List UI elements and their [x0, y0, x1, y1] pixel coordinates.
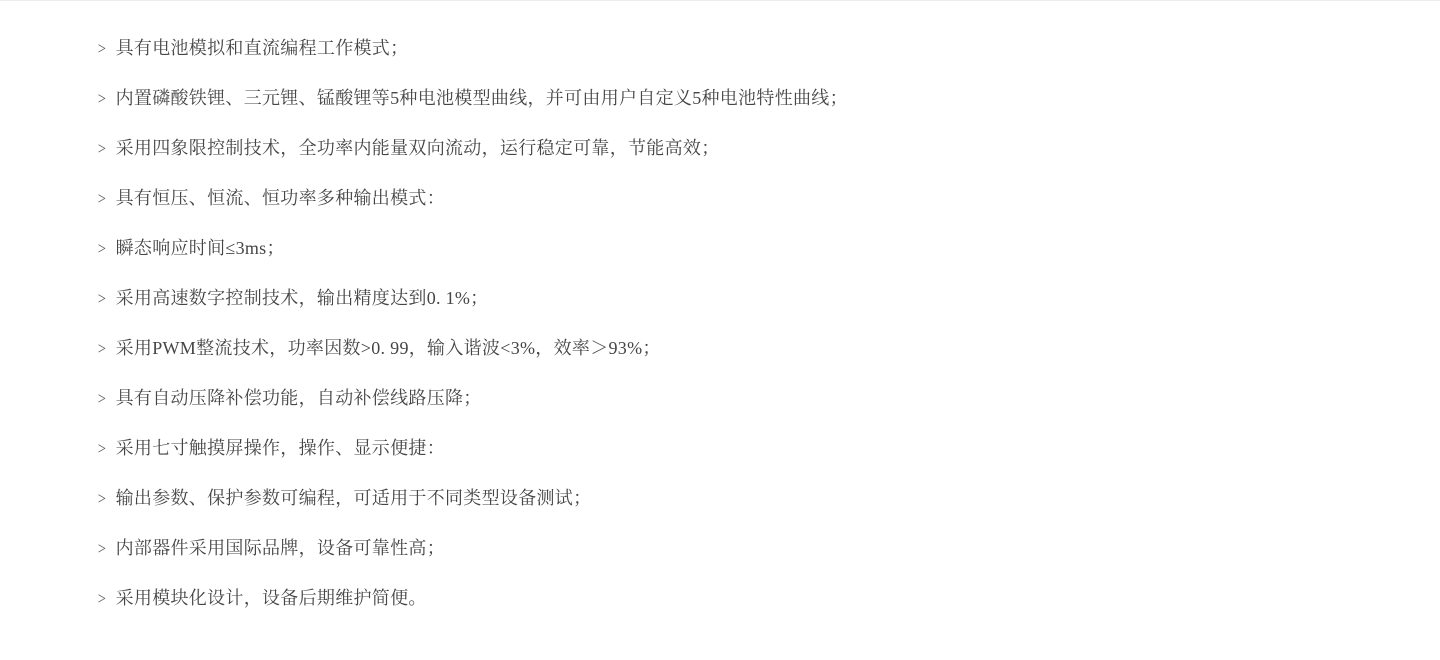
chevron-bullet-icon: > [97, 539, 106, 558]
feature-text: 具有自动压降补偿功能，自动补偿线路压降； [115, 388, 482, 408]
feature-item [97, 73, 1400, 123]
feature-item [97, 323, 1400, 373]
feature-item [97, 573, 1400, 623]
feature-item [97, 473, 1400, 523]
feature-item [97, 523, 1400, 573]
chevron-bullet-icon: > [97, 189, 106, 208]
feature-text: 采用四象限控制技术，全功率内能量双向流动，运行稳定可靠，节能高效； [115, 138, 720, 158]
feature-text: 采用PWM整流技术，功率因数>0. 99，输入谐波<3%，效率＞93%； [115, 338, 661, 358]
feature-item [97, 423, 1400, 473]
feature-text: 内置磷酸铁锂、三元锂、锰酸锂等5种电池模型曲线，并可由用户自定义5种电池特性曲线； [115, 88, 848, 108]
feature-text: 内部器件采用国际品牌，设备可靠性高； [115, 538, 445, 558]
feature-text: 输出参数、保护参数可编程，可适用于不同类型设备测试； [115, 488, 592, 508]
chevron-bullet-icon: > [97, 439, 106, 458]
feature-text: 采用模块化设计，设备后期维护简便。 [115, 588, 427, 608]
chevron-bullet-icon: > [97, 289, 106, 308]
feature-item [97, 273, 1400, 323]
feature-item [97, 23, 1400, 73]
chevron-bullet-icon: > [97, 339, 106, 358]
chevron-bullet-icon: > [97, 89, 106, 108]
feature-text: 具有恒压、恒流、恒功率多种输出模式： [115, 188, 445, 208]
chevron-bullet-icon: > [97, 139, 106, 158]
chevron-bullet-icon: > [97, 489, 106, 508]
feature-text: 采用七寸触摸屏操作，操作、显示便捷： [115, 438, 445, 458]
feature-text: 具有电池模拟和直流编程工作模式； [115, 38, 409, 58]
chevron-bullet-icon: > [97, 239, 106, 258]
feature-text: 瞬态响应时间≤3ms； [115, 238, 285, 258]
feature-item [97, 373, 1400, 423]
feature-item [97, 223, 1400, 273]
chevron-bullet-icon: > [97, 39, 106, 58]
chevron-bullet-icon: > [97, 589, 106, 608]
feature-item [97, 123, 1400, 173]
feature-text: 采用高速数字控制技术，输出精度达到0. 1%； [115, 288, 489, 308]
feature-list [0, 1, 1440, 623]
feature-item [97, 173, 1400, 223]
chevron-bullet-icon: > [97, 389, 106, 408]
